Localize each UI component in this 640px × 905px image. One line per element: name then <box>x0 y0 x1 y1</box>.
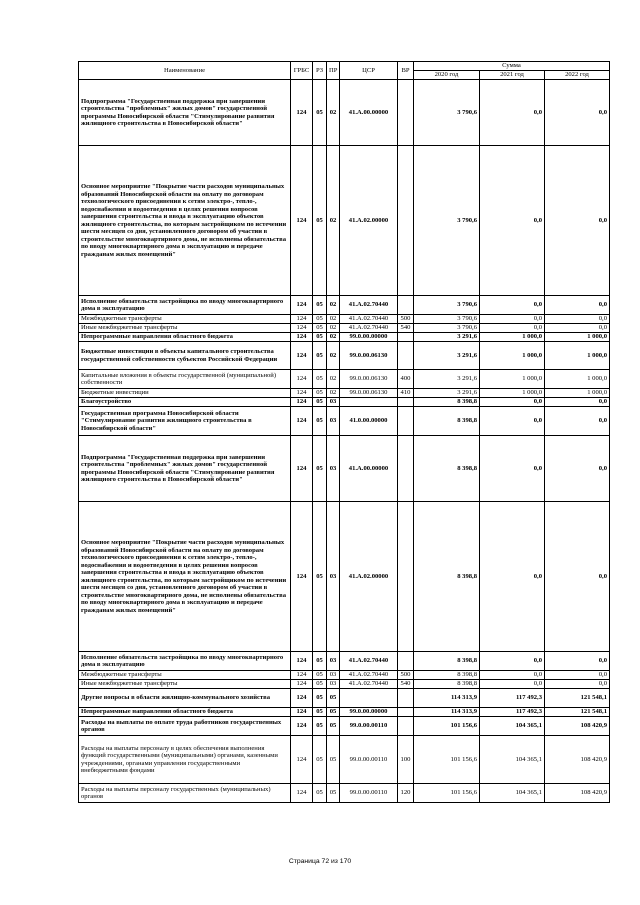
table-cell-sum-2021: 0,0 <box>480 80 545 146</box>
table-cell-csr: 99.0.00.00110 <box>340 717 398 736</box>
table-cell-csr: 41.А.02.70440 <box>340 324 398 333</box>
table-cell-name: Исполнение обязательств застройщика по вводу многоквартирного дома в эксплуатацию <box>79 652 291 671</box>
table-cell-sum-2020: 8 398,8 <box>414 398 480 407</box>
col-header-rz: РЗ <box>313 62 327 80</box>
table-cell-pr: 05 <box>327 784 340 803</box>
table-cell-grbs: 124 <box>291 80 313 146</box>
table-cell-csr: 99.0.00.06130 <box>340 342 398 370</box>
table-cell-name: Бюджетные инвестиции в объекты капитального строительства государственной собственности субъектов Российской Федерации <box>79 342 291 370</box>
table-cell-sum-2020: 8 398,8 <box>414 671 480 680</box>
table-cell-sum-2022: 0,0 <box>545 407 610 436</box>
table-cell-grbs: 124 <box>291 708 313 717</box>
table-cell-sum-2020: 3 790,6 <box>414 324 480 333</box>
table-cell-rz: 05 <box>313 680 327 689</box>
table-cell-sum-2022: 108 420,9 <box>545 784 610 803</box>
col-header-2021: 2021 год <box>480 71 545 80</box>
table-row <box>79 784 610 803</box>
table-cell-grbs: 124 <box>291 689 313 708</box>
table-cell-sum-2022: 0,0 <box>545 80 610 146</box>
table-row <box>79 80 610 146</box>
table-cell-csr: 41.А.00.00000 <box>340 436 398 502</box>
table-cell-vr <box>398 296 414 315</box>
table-cell-name: Иные межбюджетные трансферты <box>79 324 291 333</box>
table-cell-sum-2020: 8 398,8 <box>414 680 480 689</box>
table-row <box>79 324 610 333</box>
table-row <box>79 680 610 689</box>
table-cell-name: Подпрограмма "Государственная поддержка при завершении строительства "проблемных" жилых домов" государственной программы Новосибирской области "Стимулирование развития жилищного строительства в Новосибирской области" <box>79 436 291 502</box>
table-cell-sum-2021: 1 000,0 <box>480 370 545 389</box>
table-cell-csr: 41.А.02.70440 <box>340 671 398 680</box>
table-cell-grbs: 124 <box>291 389 313 398</box>
table-cell-rz: 05 <box>313 436 327 502</box>
table-cell-sum-2020: 101 156,6 <box>414 736 480 784</box>
table-cell-vr: 410 <box>398 389 414 398</box>
table-cell-sum-2022: 1 000,0 <box>545 342 610 370</box>
table-cell-rz: 05 <box>313 407 327 436</box>
table-cell-pr: 03 <box>327 436 340 502</box>
table-cell-rz: 05 <box>313 689 327 708</box>
table-cell-sum-2021: 104 365,1 <box>480 717 545 736</box>
table-cell-sum-2020: 3 790,6 <box>414 296 480 315</box>
col-header-grbs: ГРБС <box>291 62 313 80</box>
table-cell-vr <box>398 502 414 652</box>
table-cell-name: Непрограммные направления областного бюджета <box>79 708 291 717</box>
table-cell-rz: 05 <box>313 80 327 146</box>
table-row <box>79 502 610 652</box>
table-cell-name: Капитальные вложения в объекты государственной (муниципальной) собственности <box>79 370 291 389</box>
table-cell-name: Другие вопросы в области жилищно-коммунального хозяйства <box>79 689 291 708</box>
table-cell-sum-2020: 101 156,6 <box>414 717 480 736</box>
table-cell-grbs: 124 <box>291 342 313 370</box>
table-cell-pr: 02 <box>327 80 340 146</box>
table-cell-sum-2022: 0,0 <box>545 652 610 671</box>
table-cell-sum-2021: 0,0 <box>480 324 545 333</box>
table-cell-pr: 02 <box>327 324 340 333</box>
table-cell-grbs: 124 <box>291 652 313 671</box>
table-cell-sum-2022: 108 420,9 <box>545 717 610 736</box>
table-cell-rz: 05 <box>313 333 327 342</box>
table-row <box>79 398 610 407</box>
table-cell-grbs: 124 <box>291 502 313 652</box>
table-row <box>79 652 610 671</box>
table-row <box>79 736 610 784</box>
table-cell-sum-2020: 8 398,8 <box>414 502 480 652</box>
table-cell-csr: 99.0.00.00110 <box>340 736 398 784</box>
table-cell-name: Межбюджетные трансферты <box>79 671 291 680</box>
table-cell-rz: 05 <box>313 342 327 370</box>
table-cell-sum-2021: 0,0 <box>480 407 545 436</box>
table-cell-grbs: 124 <box>291 296 313 315</box>
table-cell-name: Расходы на выплаты по оплате труда работников государственных органов <box>79 717 291 736</box>
table-cell-name: Благоустройство <box>79 398 291 407</box>
table-cell-name: Исполнение обязательств застройщика по вводу многоквартирного дома в эксплуатацию <box>79 296 291 315</box>
table-row <box>79 407 610 436</box>
table-cell-grbs: 124 <box>291 671 313 680</box>
table-cell-sum-2020: 101 156,6 <box>414 784 480 803</box>
table-cell-grbs: 124 <box>291 736 313 784</box>
col-header-pr: ПР <box>327 62 340 80</box>
table-body <box>79 80 610 803</box>
table-cell-sum-2021: 0,0 <box>480 296 545 315</box>
table-cell-sum-2022: 0,0 <box>545 502 610 652</box>
table-cell-rz: 05 <box>313 324 327 333</box>
table-cell-csr: 99.0.00.00000 <box>340 333 398 342</box>
table-cell-pr: 03 <box>327 398 340 407</box>
table-cell-csr: 41.А.00.00000 <box>340 80 398 146</box>
table-cell-name: Иные межбюджетные трансферты <box>79 680 291 689</box>
table-cell-sum-2020: 8 398,8 <box>414 652 480 671</box>
table-cell-sum-2022: 121 548,1 <box>545 708 610 717</box>
table-cell-rz: 05 <box>313 389 327 398</box>
table-cell-sum-2022: 0,0 <box>545 324 610 333</box>
table-cell-pr: 02 <box>327 333 340 342</box>
table-cell-sum-2020: 114 313,9 <box>414 689 480 708</box>
col-header-vr: ВР <box>398 62 414 80</box>
table-cell-sum-2021: 104 365,1 <box>480 736 545 784</box>
table-cell-sum-2021: 0,0 <box>480 436 545 502</box>
table-cell-sum-2020: 3 291,6 <box>414 389 480 398</box>
table-cell-sum-2022: 0,0 <box>545 296 610 315</box>
table-cell-sum-2020: 3 291,6 <box>414 333 480 342</box>
table-cell-pr: 03 <box>327 680 340 689</box>
table-cell-sum-2020: 3 790,6 <box>414 80 480 146</box>
table-cell-sum-2022: 121 548,1 <box>545 689 610 708</box>
table-cell-sum-2021: 117 492,3 <box>480 708 545 717</box>
table-cell-csr: 41.0.00.00000 <box>340 407 398 436</box>
table-cell-sum-2020: 8 398,8 <box>414 407 480 436</box>
table-cell-rz: 05 <box>313 652 327 671</box>
table-cell-sum-2020: 8 398,8 <box>414 436 480 502</box>
table-cell-vr: 500 <box>398 671 414 680</box>
table-cell-grbs: 124 <box>291 146 313 296</box>
table-row <box>79 689 610 708</box>
table-cell-csr <box>340 689 398 708</box>
table-row <box>79 436 610 502</box>
table-cell-vr <box>398 398 414 407</box>
table-cell-pr: 05 <box>327 689 340 708</box>
table-cell-name: Государственная программа Новосибирской области "Стимулирование развития жилищного строительства в Новосибирской области" <box>79 407 291 436</box>
table-cell-vr: 400 <box>398 370 414 389</box>
table-cell-sum-2021: 0,0 <box>480 315 545 324</box>
table-cell-sum-2022: 0,0 <box>545 315 610 324</box>
table-cell-sum-2021: 1 000,0 <box>480 342 545 370</box>
table-cell-csr: 99.0.00.06130 <box>340 370 398 389</box>
page-footer: Страница 72 из 170 <box>288 858 352 865</box>
table-cell-rz: 05 <box>313 671 327 680</box>
col-header-name: Наименование <box>79 62 291 80</box>
table-cell-rz: 05 <box>313 398 327 407</box>
table-cell-rz: 05 <box>313 502 327 652</box>
table-cell-sum-2020: 3 291,6 <box>414 342 480 370</box>
table-cell-grbs: 124 <box>291 436 313 502</box>
table-cell-sum-2021: 117 492,3 <box>480 689 545 708</box>
table-cell-sum-2021: 0,0 <box>480 671 545 680</box>
table-cell-sum-2022: 1 000,0 <box>545 370 610 389</box>
table-cell-grbs: 124 <box>291 398 313 407</box>
table-cell-vr: 540 <box>398 324 414 333</box>
table-cell-sum-2021: 0,0 <box>480 502 545 652</box>
table-row <box>79 342 610 370</box>
table-cell-csr: 41.А.02.70440 <box>340 680 398 689</box>
table-cell-csr: 41.А.02.00000 <box>340 502 398 652</box>
table-cell-vr: 100 <box>398 736 414 784</box>
table-cell-grbs: 124 <box>291 407 313 436</box>
table-cell-sum-2022: 0,0 <box>545 436 610 502</box>
table-cell-grbs: 124 <box>291 315 313 324</box>
table-cell-grbs: 124 <box>291 370 313 389</box>
table-cell-name: Межбюджетные трансферты <box>79 315 291 324</box>
table-cell-sum-2022: 0,0 <box>545 671 610 680</box>
table-cell-sum-2021: 0,0 <box>480 146 545 296</box>
table-cell-vr <box>398 436 414 502</box>
table-cell-rz: 05 <box>313 784 327 803</box>
table-cell-grbs: 124 <box>291 717 313 736</box>
table-cell-sum-2021: 0,0 <box>480 652 545 671</box>
table-cell-vr <box>398 717 414 736</box>
table-cell-name: Бюджетные инвестиции <box>79 389 291 398</box>
table-cell-csr: 99.0.00.06130 <box>340 389 398 398</box>
table-cell-csr: 99.0.00.00000 <box>340 708 398 717</box>
table-row <box>79 315 610 324</box>
table-row <box>79 146 610 296</box>
table-cell-csr: 41.А.02.70440 <box>340 296 398 315</box>
table-cell-vr <box>398 708 414 717</box>
table-cell-sum-2020: 3 790,6 <box>414 315 480 324</box>
table-cell-grbs: 124 <box>291 324 313 333</box>
table-cell-grbs: 124 <box>291 680 313 689</box>
col-header-csr: ЦСР <box>340 62 398 80</box>
table-cell-pr: 02 <box>327 370 340 389</box>
table-cell-name: Основное мероприятие "Покрытие части расходов муниципальных образований Новосибирской области на оплату по договорам технологического присоединения к сетям электро-, тепло-, водоснабжения и водоотведения в целях решения вопросов завершения строительства и ввода в эксплуатацию объектов жилищного строительства, по которым застройщиком по истечении шести месяцев со дня, установленного договором об участии в строительстве многоквартирного дома, не исполнены обязательства по вводу многоквартирного дома в эксплуатацию и передаче гражданам жилых помещений" <box>79 146 291 296</box>
table-cell-vr <box>398 80 414 146</box>
table-cell-sum-2021: 0,0 <box>480 680 545 689</box>
table-cell-name: Расходы на выплаты персоналу в целях обеспечения выполнения функций государственными (муниципальными) органами, казенными учреждениями, органами управления государственными внебюджетными фондами <box>79 736 291 784</box>
table-cell-sum-2021: 1 000,0 <box>480 389 545 398</box>
table-cell-sum-2020: 3 291,6 <box>414 370 480 389</box>
table-cell-sum-2021: 1 000,0 <box>480 333 545 342</box>
table-cell-vr: 540 <box>398 680 414 689</box>
table-row <box>79 333 610 342</box>
table-row <box>79 708 610 717</box>
table-cell-csr: 41.А.02.70440 <box>340 315 398 324</box>
table-cell-vr <box>398 342 414 370</box>
table-cell-rz: 05 <box>313 370 327 389</box>
col-header-2022: 2022 год <box>545 71 610 80</box>
table-cell-pr: 02 <box>327 315 340 324</box>
table-row <box>79 671 610 680</box>
col-header-2020: 2020 год <box>414 71 480 80</box>
table-cell-vr <box>398 407 414 436</box>
table-row <box>79 389 610 398</box>
table-row <box>79 717 610 736</box>
table-cell-rz: 05 <box>313 708 327 717</box>
table-cell-sum-2021: 104 365,1 <box>480 784 545 803</box>
table-cell-pr: 03 <box>327 671 340 680</box>
col-header-sum: Сумма <box>414 62 610 71</box>
table-cell-name: Подпрограмма "Государственная поддержка при завершении строительства "проблемных" жилых домов" государственной программы Новосибирской области "Стимулирование развития жилищного строительства в Новосибирской области" <box>79 80 291 146</box>
table-cell-pr: 05 <box>327 708 340 717</box>
table-cell-pr: 05 <box>327 736 340 784</box>
table-cell-pr: 03 <box>327 502 340 652</box>
table-cell-pr: 03 <box>327 652 340 671</box>
table-cell-csr: 99.0.00.00110 <box>340 784 398 803</box>
table-row <box>79 370 610 389</box>
table-cell-sum-2022: 1 000,0 <box>545 389 610 398</box>
table-cell-rz: 05 <box>313 736 327 784</box>
table-cell-pr: 05 <box>327 717 340 736</box>
table-cell-grbs: 124 <box>291 784 313 803</box>
table-cell-pr: 02 <box>327 296 340 315</box>
table-cell-sum-2022: 108 420,9 <box>545 736 610 784</box>
table-cell-rz: 05 <box>313 296 327 315</box>
table-cell-csr <box>340 398 398 407</box>
table-cell-pr: 02 <box>327 342 340 370</box>
table-row <box>79 296 610 315</box>
table-cell-pr: 02 <box>327 146 340 296</box>
table-cell-name: Расходы на выплаты персоналу государственных (муниципальных) органов <box>79 784 291 803</box>
table-cell-vr: 500 <box>398 315 414 324</box>
table-cell-vr <box>398 146 414 296</box>
table-cell-sum-2020: 3 790,6 <box>414 146 480 296</box>
table-cell-sum-2021: 0,0 <box>480 398 545 407</box>
table-cell-pr: 02 <box>327 389 340 398</box>
table-cell-pr: 03 <box>327 407 340 436</box>
table-cell-rz: 05 <box>313 315 327 324</box>
table-cell-rz: 05 <box>313 717 327 736</box>
table-cell-name: Основное мероприятие "Покрытие части расходов муниципальных образований Новосибирской области на оплату по договорам технологического присоединения к сетям электро-, тепло-, водоснабжения и водоотведения в целях решения вопросов завершения строительства и ввода в эксплуатацию объектов жилищного строительства, по которым застройщиком по истечении шести месяцев со дня, установленного договором об участии в строительстве многоквартирного дома, не исполнены обязательства по вводу многоквартирного дома в эксплуатацию и передаче гражданам жилых помещений" <box>79 502 291 652</box>
table-cell-vr <box>398 333 414 342</box>
table-cell-sum-2020: 114 313,9 <box>414 708 480 717</box>
table-cell-rz: 05 <box>313 146 327 296</box>
table-cell-csr: 41.А.02.00000 <box>340 146 398 296</box>
table-cell-csr: 41.А.02.70440 <box>340 652 398 671</box>
budget-table <box>78 61 610 803</box>
table-cell-name: Непрограммные направления областного бюджета <box>79 333 291 342</box>
table-cell-sum-2022: 0,0 <box>545 146 610 296</box>
table-cell-sum-2022: 1 000,0 <box>545 333 610 342</box>
table-cell-sum-2022: 0,0 <box>545 398 610 407</box>
table-cell-grbs: 124 <box>291 333 313 342</box>
table-cell-vr <box>398 689 414 708</box>
table-cell-sum-2022: 0,0 <box>545 680 610 689</box>
table-header <box>79 62 610 80</box>
table-cell-vr: 120 <box>398 784 414 803</box>
table-cell-vr <box>398 652 414 671</box>
